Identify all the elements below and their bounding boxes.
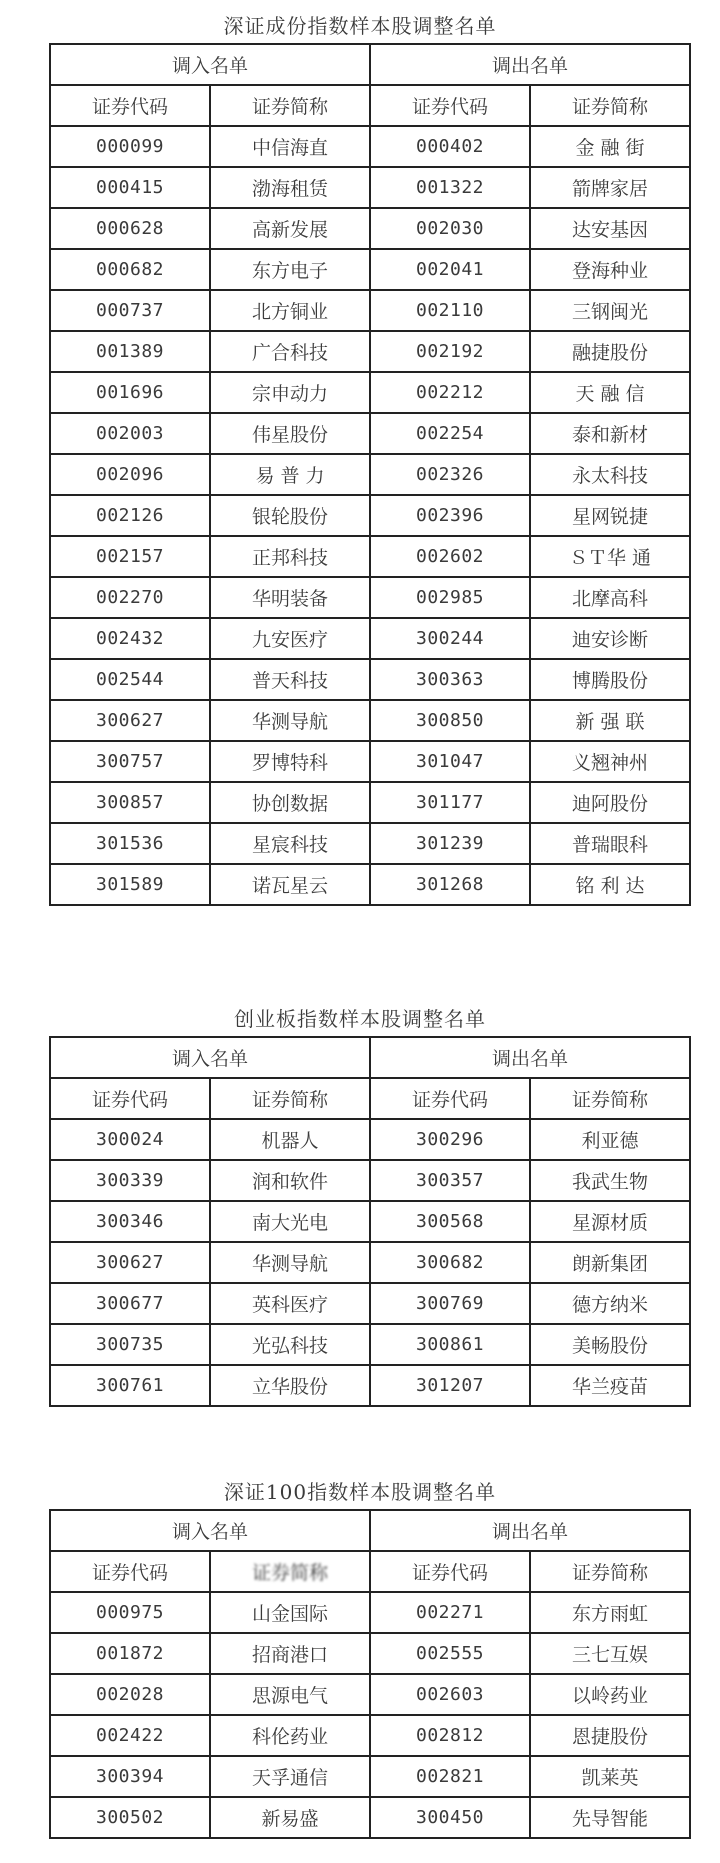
table-row (50, 1160, 690, 1201)
table-row (50, 1633, 690, 1674)
out-code-cell: 002192 (370, 331, 530, 372)
table-title-sz100: 深证100指数样本股调整名单 (223, 1480, 497, 1504)
table-row (50, 1201, 690, 1242)
in-name-cell: 罗博特科 (210, 741, 370, 782)
in-code-cell: 000975 (50, 1592, 210, 1633)
out-name-cell: 永太科技 (530, 454, 690, 495)
in-code-cell: 300502 (50, 1797, 210, 1838)
table-row (50, 1119, 690, 1160)
column-header-row (50, 1551, 690, 1592)
in-name-cell: 南大光电 (210, 1201, 370, 1242)
in-name-cell: 英科医疗 (210, 1283, 370, 1324)
in-name-cell: 高新发展 (210, 208, 370, 249)
in-code-cell: 002270 (50, 577, 210, 618)
in-list-header: 调入名单 (50, 1510, 370, 1551)
out-code-cell: 002030 (370, 208, 530, 249)
out-code-cell: 301207 (370, 1365, 530, 1406)
table-row (50, 126, 690, 167)
in-code-cell: 000628 (50, 208, 210, 249)
out-code-cell: 002985 (370, 577, 530, 618)
out-name-cell: 星源材质 (530, 1201, 690, 1242)
out-code-cell: 002041 (370, 249, 530, 290)
out-name-cell: 达安基因 (530, 208, 690, 249)
out-name-cell: 德方纳米 (530, 1283, 690, 1324)
table-row (50, 1283, 690, 1324)
in-code-cell: 002544 (50, 659, 210, 700)
out-code-cell: 002254 (370, 413, 530, 454)
out-code-cell: 002110 (370, 290, 530, 331)
chinext-adjustment-table (49, 1036, 691, 1407)
table-title-szci: 深证成份指数样本股调整名单 (223, 14, 497, 38)
in-name-cell: 科伦药业 (210, 1715, 370, 1756)
in-name-cell: 普天科技 (210, 659, 370, 700)
out-name-cell: 恩捷股份 (530, 1715, 690, 1756)
out-code-cell: 300850 (370, 700, 530, 741)
in-name-cell: 华测导航 (210, 700, 370, 741)
table-row (50, 495, 690, 536)
in-name-cell: 思源电气 (210, 1674, 370, 1715)
table-row (50, 577, 690, 618)
in-name-header: 证券简称 (210, 1078, 370, 1119)
table-row (50, 1324, 690, 1365)
in-code-cell: 002432 (50, 618, 210, 659)
group-header-row (50, 1037, 690, 1078)
in-code-cell: 002028 (50, 1674, 210, 1715)
table-title-chinext: 创业板指数样本股调整名单 (234, 1007, 486, 1031)
out-name-cell: 泰和新材 (530, 413, 690, 454)
in-code-cell: 001696 (50, 372, 210, 413)
out-code-cell: 300769 (370, 1283, 530, 1324)
in-code-cell: 300761 (50, 1365, 210, 1406)
out-code-cell: 002271 (370, 1592, 530, 1633)
out-name-cell: 三钢闽光 (530, 290, 690, 331)
table-row (50, 1715, 690, 1756)
in-code-cell: 300394 (50, 1756, 210, 1797)
table-row (50, 208, 690, 249)
in-code-cell: 000737 (50, 290, 210, 331)
in-name-cell: 华明装备 (210, 577, 370, 618)
out-name-cell: 以岭药业 (530, 1674, 690, 1715)
table-row (50, 536, 690, 577)
in-name-cell: 宗申动力 (210, 372, 370, 413)
table-row (50, 413, 690, 454)
in-code-cell: 001389 (50, 331, 210, 372)
in-name-cell: 天孚通信 (210, 1756, 370, 1797)
in-name-cell: 正邦科技 (210, 536, 370, 577)
out-code-cell: 002602 (370, 536, 530, 577)
szci-adjustment-table (49, 43, 691, 906)
in-name-cell: 北方铜业 (210, 290, 370, 331)
in-name-cell: 机器人 (210, 1119, 370, 1160)
in-name-cell: 招商港口 (210, 1633, 370, 1674)
out-code-cell: 300861 (370, 1324, 530, 1365)
in-code-header: 证券代码 (50, 1551, 210, 1592)
in-name-cell: 渤海租赁 (210, 167, 370, 208)
in-code-cell: 002157 (50, 536, 210, 577)
table-row (50, 659, 690, 700)
in-code-cell: 002422 (50, 1715, 210, 1756)
in-code-cell: 300857 (50, 782, 210, 823)
in-list-header: 调入名单 (50, 44, 370, 85)
out-code-cell: 002812 (370, 1715, 530, 1756)
in-name-header: 证券简称 (210, 1551, 370, 1592)
in-name-cell: 中信海直 (210, 126, 370, 167)
out-code-cell: 300363 (370, 659, 530, 700)
out-name-cell: 东方雨虹 (530, 1592, 690, 1633)
in-code-cell: 001872 (50, 1633, 210, 1674)
out-name-cell: 我武生物 (530, 1160, 690, 1201)
out-name-cell: 天 融 信 (530, 372, 690, 413)
out-code-header: 证券代码 (370, 1078, 530, 1119)
out-name-cell: 普瑞眼科 (530, 823, 690, 864)
in-code-cell: 300677 (50, 1283, 210, 1324)
out-code-cell: 301239 (370, 823, 530, 864)
in-name-cell: 新易盛 (210, 1797, 370, 1838)
table-row (50, 741, 690, 782)
out-name-header: 证券简称 (530, 85, 690, 126)
sz100-adjustment-table (49, 1509, 691, 1839)
in-name-cell: 润和软件 (210, 1160, 370, 1201)
out-name-cell: ＳＴ华 通 (530, 536, 690, 577)
in-name-cell: 银轮股份 (210, 495, 370, 536)
column-header-row (50, 85, 690, 126)
table-row (50, 700, 690, 741)
out-name-cell: 星网锐捷 (530, 495, 690, 536)
out-name-header: 证券简称 (530, 1551, 690, 1592)
in-name-header: 证券简称 (210, 85, 370, 126)
table-row (50, 864, 690, 905)
table-row (50, 1592, 690, 1633)
in-code-header: 证券代码 (50, 85, 210, 126)
in-name-cell: 华测导航 (210, 1242, 370, 1283)
in-code-cell: 002003 (50, 413, 210, 454)
out-name-cell: 先导智能 (530, 1797, 690, 1838)
out-name-cell: 博腾股份 (530, 659, 690, 700)
out-code-cell: 002555 (370, 1633, 530, 1674)
table-row (50, 290, 690, 331)
out-name-cell: 凯莱英 (530, 1756, 690, 1797)
out-code-cell: 301268 (370, 864, 530, 905)
out-code-cell: 002396 (370, 495, 530, 536)
in-code-cell: 300627 (50, 700, 210, 741)
out-name-cell: 美畅股份 (530, 1324, 690, 1365)
out-code-cell: 300357 (370, 1160, 530, 1201)
out-code-cell: 300296 (370, 1119, 530, 1160)
out-code-cell: 300450 (370, 1797, 530, 1838)
out-name-cell: 金 融 街 (530, 126, 690, 167)
table-row (50, 1242, 690, 1283)
out-code-cell: 301047 (370, 741, 530, 782)
table-row (50, 1365, 690, 1406)
out-code-cell: 000402 (370, 126, 530, 167)
in-name-cell: 协创数据 (210, 782, 370, 823)
in-code-cell: 301536 (50, 823, 210, 864)
out-name-cell: 义翘神州 (530, 741, 690, 782)
in-code-cell: 300339 (50, 1160, 210, 1201)
out-code-cell: 002603 (370, 1674, 530, 1715)
out-name-cell: 铭 利 达 (530, 864, 690, 905)
in-name-cell: 九安医疗 (210, 618, 370, 659)
in-name-cell: 东方电子 (210, 249, 370, 290)
out-code-header: 证券代码 (370, 1551, 530, 1592)
out-code-cell: 002326 (370, 454, 530, 495)
in-code-cell: 300627 (50, 1242, 210, 1283)
table-row (50, 372, 690, 413)
table-row (50, 454, 690, 495)
table-row (50, 782, 690, 823)
in-code-cell: 300757 (50, 741, 210, 782)
out-code-cell: 001322 (370, 167, 530, 208)
in-name-cell: 星宸科技 (210, 823, 370, 864)
in-code-cell: 000415 (50, 167, 210, 208)
in-name-cell: 光弘科技 (210, 1324, 370, 1365)
table-row (50, 331, 690, 372)
table-row (50, 1674, 690, 1715)
table-row (50, 1797, 690, 1838)
table-row (50, 1756, 690, 1797)
out-name-cell: 融捷股份 (530, 331, 690, 372)
out-list-header: 调出名单 (370, 44, 690, 85)
in-name-cell: 广合科技 (210, 331, 370, 372)
table-row (50, 823, 690, 864)
out-name-cell: 迪安诊断 (530, 618, 690, 659)
out-code-cell: 300244 (370, 618, 530, 659)
out-name-cell: 迪阿股份 (530, 782, 690, 823)
in-code-cell: 000682 (50, 249, 210, 290)
out-code-cell: 301177 (370, 782, 530, 823)
in-code-cell: 300024 (50, 1119, 210, 1160)
out-name-header: 证券简称 (530, 1078, 690, 1119)
in-name-cell: 易 普 力 (210, 454, 370, 495)
column-header-row (50, 1078, 690, 1119)
table-row (50, 167, 690, 208)
out-code-cell: 300682 (370, 1242, 530, 1283)
out-list-header: 调出名单 (370, 1037, 690, 1078)
in-name-cell: 诺瓦星云 (210, 864, 370, 905)
in-name-cell: 伟星股份 (210, 413, 370, 454)
in-list-header: 调入名单 (50, 1037, 370, 1078)
out-name-cell: 北摩高科 (530, 577, 690, 618)
table-row (50, 618, 690, 659)
group-header-row (50, 1510, 690, 1551)
out-name-cell: 利亚德 (530, 1119, 690, 1160)
out-name-cell: 三七互娱 (530, 1633, 690, 1674)
in-code-cell: 000099 (50, 126, 210, 167)
table-row (50, 249, 690, 290)
group-header-row (50, 44, 690, 85)
out-list-header: 调出名单 (370, 1510, 690, 1551)
out-code-cell: 002212 (370, 372, 530, 413)
in-code-header: 证券代码 (50, 1078, 210, 1119)
out-name-cell: 箭牌家居 (530, 167, 690, 208)
out-code-header: 证券代码 (370, 85, 530, 126)
in-name-cell: 立华股份 (210, 1365, 370, 1406)
in-code-cell: 002126 (50, 495, 210, 536)
out-code-cell: 300568 (370, 1201, 530, 1242)
in-code-cell: 301589 (50, 864, 210, 905)
in-code-cell: 300346 (50, 1201, 210, 1242)
out-name-cell: 新 强 联 (530, 700, 690, 741)
out-name-cell: 华兰疫苗 (530, 1365, 690, 1406)
in-code-cell: 002096 (50, 454, 210, 495)
in-name-cell: 山金国际 (210, 1592, 370, 1633)
in-code-cell: 300735 (50, 1324, 210, 1365)
out-name-cell: 朗新集团 (530, 1242, 690, 1283)
out-code-cell: 002821 (370, 1756, 530, 1797)
out-name-cell: 登海种业 (530, 249, 690, 290)
